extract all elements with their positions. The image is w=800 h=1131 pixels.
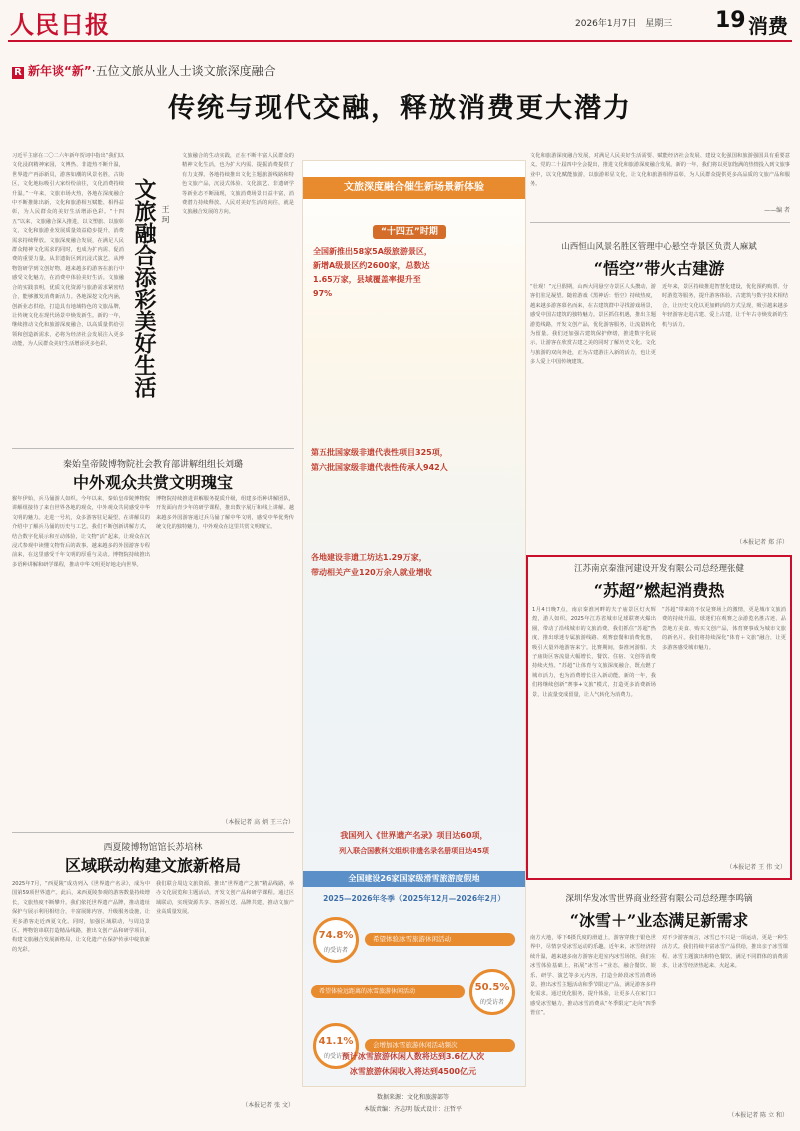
- page-headline: 传统与现代交融，释放消费更大潜力: [168, 93, 632, 124]
- qinling-author: （本报记者 高 炳 王三合）: [222, 819, 294, 826]
- survey-bar-2: 希望体验远距离的冰雪旅游休闲活动: [311, 985, 465, 998]
- wutai-body: “壮观！”元旦假期，山西大同悬空寺景区人头攒动，游客们驻足凝望。随着游戏《黑神话：悟空》持续热度，越来越多游客慕名而来，在古建筑群中寻找游戏场景，感受中国古建筑的独特魅力。景区抓住机遇，推出主题游览线路，开发文创产品，优化游客服务，让流量转化为留量。我们还加强古建筑保护修缮，推进数字化展示，让游客在欣赏古建之美的同时了解历史文化。文化与旅游的双向奔赴，正为古建游注入新的活力，也让更多人爱上中国传统建筑。: [530, 284, 656, 366]
- infographic-header: 文旅深度融合催生新场景新体验: [303, 177, 525, 199]
- commentary-body: 习近平主席在二〇二六年新年贺词中指出“我们以文化浸润精神家园，文博热、非遗热不断升温，世界遗产再添新员，游客如潮的风景名胜，古街区，文化地标吸引大家纷纷前往，文化消费持续升温。”一年来，文旅市场火热，各地在深度融合中不断推陈出新，文化和旅游相互赋能、相得益彰，为人民群众的美好生活增添色彩。“十四五”以来，文旅融合深入推进，以文塑旅、以旅彰文，文化和旅游业发展质量效益稳步提升，消费需求持续释放。文旅深度融合发展，在满足人民群众精神文化需求的同时，也成为扩内需、促消费的重要力量。从非遗街区到沉浸式演艺，从博物馆研学到文创好物，越来越多的游客在旅行中感受文化魅力，在消费中体验美好生活。文旅融合的实践表明，优质文化资源与旅游需求紧密结合，能够激发消费新活力。各地深挖文化内涵，创新业态供给，打造具有地域特色的文旅品牌，让传统文化在现代场景中焕发新生。新的一年，继续推动文化和旅游深度融合，以高质量供给引领和创造新需求，必将为经济社会发展注入更多动能，为人民群众美好生活增添更多色彩。: [12, 153, 124, 348]
- survey-donut-2: [469, 969, 515, 1015]
- wutai-author: （本报记者 郑 洋）: [736, 539, 788, 546]
- survey-bar-1: 希望体验冰雪旅游休闲活动: [365, 933, 515, 946]
- stat-employment: 带动相关产业120万余人就业增收: [311, 568, 432, 577]
- xixia-kicker: 西夏陵博物馆馆长苏培林: [103, 843, 203, 853]
- editor-note: 文化和旅游深度融合发展，对满足人民美好生活需要、赋能经济社会发展、建设文化强国和旅游强国具有重要意义。党的二十届四中全会提出，推进文化和旅游深度融合发展。新的一年，我们将以更加饱满的热情投入到文旅事业中，以文化赋能旅游，以旅游彰显文化，让文化和旅游相得益彰，为人民群众提供更多高品质的文旅产品和服务。: [530, 153, 790, 188]
- qinling-title: 中外观众共赏文明瑰宝: [72, 473, 233, 492]
- shenzhen-author: （本报记者 陈 立 和）: [728, 1112, 788, 1119]
- column-divider: [12, 832, 294, 833]
- forecast-revenue: 冰雪旅游休闲收入将达到4500亿元: [349, 1067, 477, 1076]
- donut-1-label: 的受访者: [323, 947, 348, 954]
- xixia-author: （本报记者 张 文）: [242, 1102, 294, 1109]
- donut-2-value: 50.5%: [474, 982, 510, 993]
- ski-resort-band: 全国建设26家国家级滑雪旅游度假地: [303, 871, 525, 887]
- donut-2-label: 的受访者: [479, 999, 504, 1006]
- qinling-body: 猴年伊始，兵马俑游人如织。今年以来，秦始皇帝陵博物院讲解组接待了来自世界各地的观众，中外观众共同感受中华文明的魅力。走进一号坑，众多游客驻足凝望，在讲解员的介绍中了解兵马俑的历史与工艺。我们不断创新讲解方式，结合数字化展示和互动体验，让文物“活”起来，让观众在沉浸式参观中读懂文物背后的故事。越来越多的外国游客专程前来，在这里感受千年文明的厚重与灵动。博物院持续推出多语种讲解和研学课程，推动中华文明更好地走向世界。: [12, 496, 150, 568]
- survey-bar-3: 会增加冰雪旅游休闲活动频次: [365, 1039, 515, 1052]
- stat-unesco-ich: 列入联合国教科文组织非遗名录名册项目达45项: [339, 847, 489, 855]
- column-divider: [12, 448, 294, 449]
- xixia-body: 2025年7月，“西夏陵”成功列入《世界遗产名录》，成为中国第59项世界遗产。此后，来西夏陵参观的游客数量持续增长，文旅热度不断攀升。我们依托世界遗产品牌，推动遗址保护与展示利用相结合，丰富展陈内容，升级服务设施，让更多游客走近西夏文化。同时，加强区域联动，与周边景区、博物馆串联打造精品线路，推出文创产品和研学项目，构建文旅融合发展新格局，让文化遗产在保护传承中绽放新的光彩。: [12, 881, 150, 953]
- survey-donut-1: [313, 917, 359, 963]
- data-source: 数据来源：文化和旅游部等: [376, 1094, 449, 1101]
- column-divider: [530, 222, 790, 223]
- kicker-badge: R: [12, 67, 24, 79]
- section-name: 消费: [748, 14, 788, 38]
- shenzhen-title: “冰雪＋”业态满足新需求: [569, 911, 749, 930]
- period-tag: “十四五”时期: [373, 225, 446, 239]
- kicker-prefix: 新年谈“新”: [28, 64, 92, 78]
- donut-1-value: 74.8%: [318, 930, 354, 941]
- season-label: 2025—2026年冬季（2025年12月—2026年2月）: [323, 894, 505, 903]
- suzhou-body: 1月4日晚7点，南京秦淮河畔的夫子庙景区灯火辉煌，游人如织。2025年江苏省城市足球联赛火爆出圈，带动了沿线城市的文旅消费。我们抓住“苏超”热度，推出球迷专属旅游线路、观赛套餐和消费优惠，吸引大量外地游客来宁。比赛期间，秦淮河游船、夫子庙街区客流量大幅增长，餐饮、住宿、文创等消费持续火热。“苏超”让体育与文旅深度融合，既点燃了城市活力，也为消费增长注入新动能。新的一年，我们将继续创新“赛事+文旅”模式，打造更多消费新场景，让流量变成留量，让人气转化为消费力。: [532, 607, 656, 698]
- donut-3-label: 的受访者: [323, 1053, 348, 1060]
- editor-sign: ——编 者: [764, 207, 790, 214]
- forecast-visitors: 预计冰雪旅游休闲人数将达到3.6亿人次: [341, 1052, 485, 1061]
- stat-world-heritage: 我国列入《世界遗产名录》项目达60项，: [340, 831, 488, 840]
- commentary-title: 文旅融合添彩美好生活: [131, 178, 157, 398]
- commentary-body-cont: 文旅融合的生动实践，正在不断丰富人民群众的精神文化生活，也为扩大内需、提振消费提供了有力支撑。各地持续推出文化主题旅游线路和特色文旅产品，沉浸式体验、文化演艺、非遗研学等新业态不断涌现，文旅消费场景日益丰富，消费潜力持续释放。人民对美好生活的向往，就是文旅融合发展的方向。: [182, 153, 294, 216]
- shenzhen-kicker: 深圳华发冰雪世界商业经营有限公司总经理李鸣镝: [565, 894, 753, 904]
- suzhou-title: “苏超”燃起消费热: [593, 581, 725, 600]
- stat-ich-items: 第五批国家级非遗代表性项目325项，: [311, 448, 448, 457]
- xixia-title: 区域联动构建文旅新格局: [64, 856, 241, 875]
- qinling-body-cont: 博物院持续推进讲解服务提质升级，组建多语种讲解团队，开发面向青少年的研学课程，推出数字展厅和线上讲解。越来越多外国游客通过兵马俑了解中华文明，感受中华优秀传统文化的独特魅力，中外观众在这里共赏文明瑰宝。: [156, 496, 294, 531]
- page-number: 19: [715, 8, 746, 33]
- kicker-subtitle: ·五位文旅从业人士谈文旅深度融合: [91, 64, 276, 78]
- wutai-body-cont: 近年来，景区持续推进智慧化建设，优化预约购票、分时游览等服务，提升游客体验。古建筑与数字技术相结合，让历史文化以更加鲜活的方式呈现，吸引越来越多年轻游客走进古建、爱上古建，让千年古寺焕发新的生机与活力。: [662, 284, 788, 328]
- stat-ich-inheritors: 第六批国家级非遗代表性传承人942人: [311, 463, 448, 472]
- suzhou-body-cont: “苏超”带来的不仅是赛场上的激情，更是城市文旅消费的持续升温。球迷们在观赛之余游览名胜古迹、品尝地方美食、购买文创产品，体育赛事成为城市文旅的新名片。我们将持续深化“体育＋文旅”融合，让更多游客感受城市魅力。: [662, 607, 786, 651]
- newspaper-logo: 人民日报: [10, 10, 110, 39]
- shenzhen-body-cont: 对不少游客而言，冰雪已不只是一项运动，更是一种生活方式。我们持续丰富冰雪产品供给，推出亲子冰雪课程、冰雪主题演出和特色餐饮，满足不同群体的消费需求，让冰雪经济热起来、火起来。: [662, 935, 788, 970]
- stat-ich-workshops: 各地建设非遗工坊达1.29万家，: [311, 553, 427, 562]
- suzhou-kicker: 江苏南京秦淮河建设开发有限公司总经理张健: [573, 564, 744, 574]
- feature-kicker: [12, 62, 276, 79]
- page-credit: 本版责编：齐志明 版式设计：汪哲平: [364, 1106, 462, 1113]
- xixia-body-cont: 我们联合周边文旅资源，推出“世界遗产之旅”精品线路，举办文化展览和主题活动，开发文创产品和研学课程。通过区域联动，实现资源共享、客源互送、品牌共建，推动文旅产业高质量发展。: [156, 881, 294, 916]
- qinling-kicker: 秦始皇帝陵博物院社会教育部讲解组组长刘璐: [62, 460, 243, 470]
- infographic-panel: [302, 160, 526, 1087]
- weekday-text: 星期三: [645, 19, 673, 29]
- wutai-title: “悟空”带火古建游: [593, 259, 725, 278]
- masthead-divider: [8, 40, 792, 42]
- wutai-kicker: 山西恒山风景名胜区管理中心悬空寺景区负责人麻斌: [561, 242, 757, 252]
- issue-date: [575, 16, 672, 29]
- shenzhen-body: 南方大地，零下6摄氏度的滑道上，游客穿梭于银色世界中，尽情享受冰雪运动的乐趣。近年来，冰雪经济持续升温，越来越多南方游客走进室内冰雪场馆。我们在冰雪体验基础上，拓展“冰雪＋”业态，融合餐饮、娱乐、研学、演艺等多元内容，打造全龄段冰雪消费场景。推出冰雪主题活动和季节限定产品，满足游客多样化需求。通过优化服务，提升体验，让更多人在家门口感受冰雪魅力，推动冰雪消费从“冬季限定”走向“四季皆宜”。: [530, 935, 656, 1017]
- donut-3-value: 41.1%: [318, 1036, 354, 1047]
- date-text: 2026年1月7日: [575, 19, 637, 29]
- commentary-author: 王 珂: [161, 205, 170, 224]
- stat-scenic-areas: 全国新推出58家5A级旅游景区，新增A级景区约2600家，总数达1.65万家，县域覆盖率提升至97%: [313, 247, 432, 298]
- suzhou-author: （本报记者 王 伟 文）: [726, 864, 786, 871]
